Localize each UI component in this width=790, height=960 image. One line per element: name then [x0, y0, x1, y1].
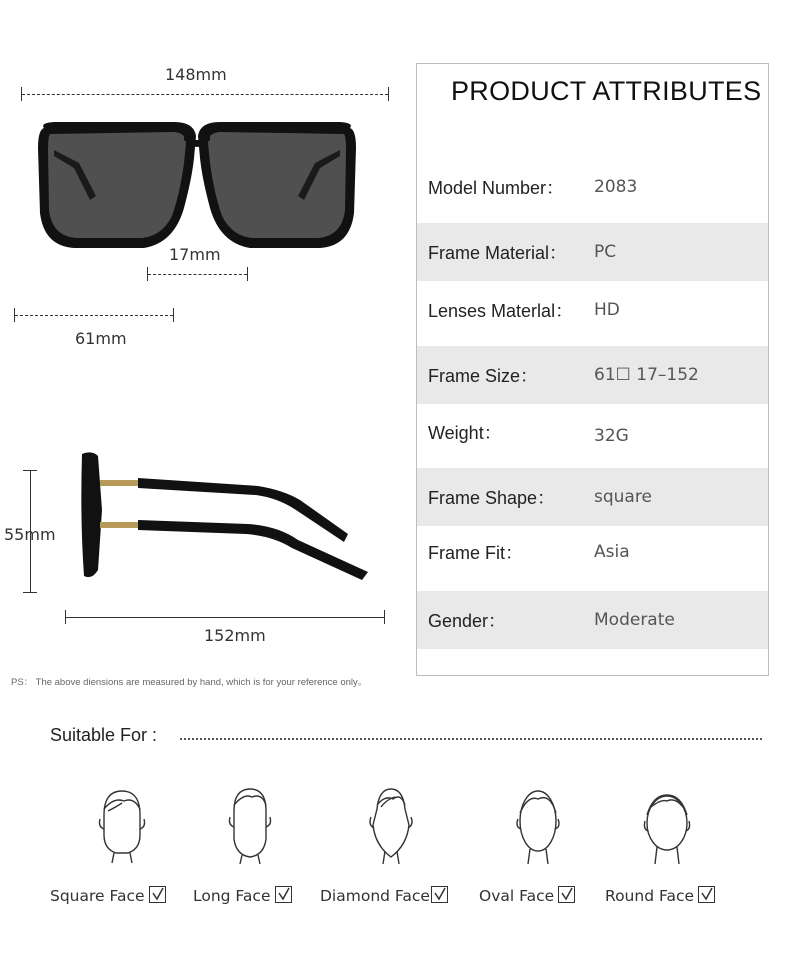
attr-value: 2083 — [594, 177, 638, 197]
face-label-text: Oval Face — [479, 887, 555, 905]
face-label-text: Long Face — [193, 887, 271, 905]
square-face-icon — [94, 785, 150, 865]
attr-key: Frame Shape： — [428, 488, 556, 508]
lens-width-label: 61mm — [75, 329, 127, 348]
round-face-icon — [639, 785, 695, 865]
lens-width-tick-right — [173, 308, 174, 322]
face-label-diamond — [320, 886, 448, 905]
total-width-tick-left — [21, 87, 22, 101]
checkmark-icon — [149, 886, 166, 903]
attr-value: HD — [594, 300, 620, 320]
checkmark-icon — [275, 886, 292, 903]
temple-length-tick-right — [384, 610, 385, 624]
attr-key: Frame Size： — [428, 366, 539, 386]
diamond-face-icon — [363, 785, 419, 865]
bridge-tick-left — [147, 267, 148, 281]
lens-height-tick-top — [23, 470, 37, 471]
attr-key: Weight： — [428, 423, 502, 443]
bridge-line — [148, 274, 247, 275]
attr-row-frame-fit — [417, 523, 768, 581]
oval-face-icon — [510, 785, 566, 865]
attr-key: Model Number： — [428, 178, 565, 198]
face-label-round — [605, 886, 715, 905]
attr-key: Frame Fit： — [428, 543, 524, 563]
attr-row-frame-material — [417, 223, 768, 281]
bridge-label: 17mm — [169, 245, 221, 264]
attr-value: Asia — [594, 542, 630, 562]
suitable-for-label: Suitable For : — [50, 725, 158, 745]
attr-row-frame-size — [417, 346, 768, 404]
sunglasses-side-image — [78, 450, 370, 585]
sunglasses-front-image — [34, 118, 360, 258]
face-label-long — [193, 886, 292, 905]
total-width-label: 148mm — [165, 65, 227, 84]
total-width-line — [22, 94, 388, 95]
temple-length-tick-left — [65, 610, 66, 624]
face-label-text: Square Face — [50, 887, 145, 905]
bridge-tick-right — [247, 267, 248, 281]
face-label-text: Round Face — [605, 887, 695, 905]
attr-key: Frame Material： — [428, 243, 568, 263]
face-label-oval — [479, 886, 575, 905]
lens-height-label: 55mm — [4, 525, 56, 544]
total-width-tick-right — [388, 87, 389, 101]
checkmark-icon — [431, 886, 448, 903]
suitable-for-divider — [180, 738, 762, 740]
attr-value: square — [594, 487, 652, 507]
measurement-note: PS： The above diensions are measured by hand, which is for your reference only。 — [11, 677, 368, 688]
attr-value: Moderate — [594, 610, 675, 630]
attr-key: Gender： — [428, 611, 507, 631]
attributes-title: PRODUCT ATTRIBUTES — [451, 76, 762, 106]
attr-row-weight — [417, 403, 768, 461]
product-attributes-panel — [416, 63, 769, 676]
attr-value: 32G — [594, 426, 629, 446]
attr-key: Lenses Materlal： — [428, 301, 574, 321]
attr-value: PC — [594, 242, 617, 262]
long-face-icon — [222, 785, 278, 865]
attr-row-lenses-material — [417, 281, 768, 339]
attr-row-model-number — [417, 158, 768, 216]
lens-width-tick-left — [14, 308, 15, 322]
temple-length-line — [66, 617, 384, 618]
attr-value: 61☐ 17–152 — [594, 365, 699, 385]
temple-length-label: 152mm — [204, 626, 266, 645]
attr-row-gender — [417, 591, 768, 649]
lens-height-tick-bottom — [23, 592, 37, 593]
lens-width-line — [15, 315, 173, 316]
face-label-text: Diamond Face — [320, 887, 430, 905]
checkmark-icon — [698, 886, 715, 903]
checkmark-icon — [558, 886, 575, 903]
attr-row-frame-shape — [417, 468, 768, 526]
face-label-square — [50, 886, 166, 905]
